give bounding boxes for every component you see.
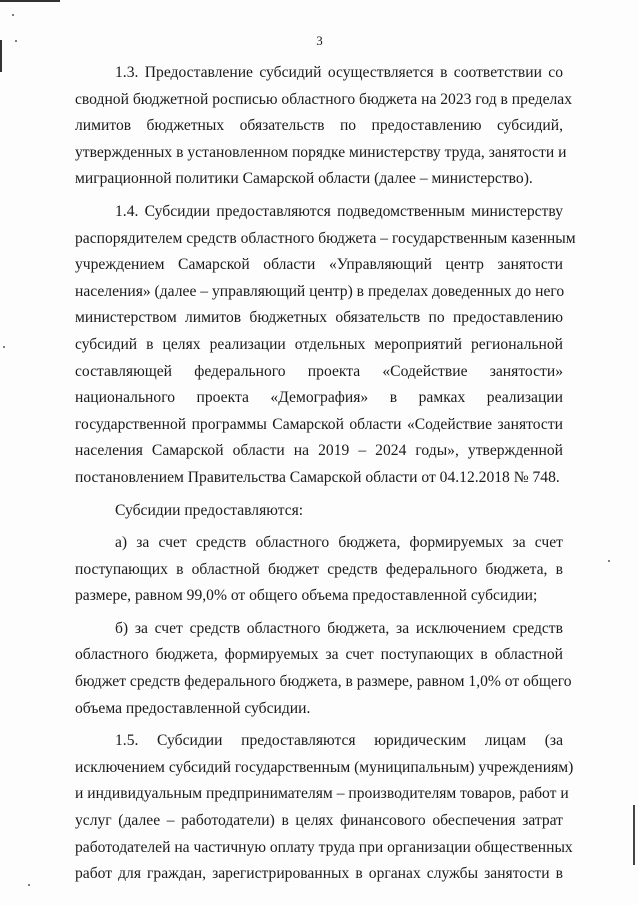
text-line: субсидий в целях реализации отдельных мероприятий региональной <box>75 335 563 353</box>
text-line: министерством лимитов бюджетных обязательств по предоставлению <box>75 309 563 327</box>
scan-dot <box>12 14 14 16</box>
text-line: населения Самарской области на 2019 – 2024 годы», утвержденной <box>75 442 563 460</box>
text-line: распорядителем средств областного бюджета – государственным казенным <box>75 229 576 247</box>
text-line: работодателей на частичную оплату труда при организации общественных <box>75 838 573 856</box>
text-line: лимитов бюджетных обязательств по предоставлению субсидий, <box>75 117 563 135</box>
text-line: государственной программы Самарской области «Содействие занятости <box>75 415 563 433</box>
paragraph-1-5 <box>75 728 574 888</box>
text-line: работ для граждан, зарегистрированных в органах службы занятости в <box>75 865 563 883</box>
scan-dot <box>28 884 30 886</box>
text-line: б) за счет средств областного бюджета, за исключением средств <box>115 619 563 637</box>
text-line: населения» (далее – управляющий центр) в пределах доведенных до него <box>75 282 565 300</box>
text-line: 1.3. Предоставление субсидий осуществляется в соответствии со <box>115 64 563 81</box>
scan-dot <box>3 346 5 348</box>
text-line: услуг (далее – работодатели) в целях финансового обеспечения затрат <box>75 812 563 830</box>
text-line: исключением субсидий государственным (муниципальным) учреждениям) <box>75 758 574 776</box>
scan-edge-mark <box>0 0 60 2</box>
page-number: 3 <box>316 33 323 48</box>
text-line: утвержденных в установленном порядке министерству труда, занятости и <box>75 143 567 161</box>
paragraph-1-4 <box>75 199 576 492</box>
text-line: 1.5. Субсидии предоставляются юридическим лицам (за <box>115 732 563 750</box>
text-line: и индивидуальным предпринимателям – производителям товаров, работ и <box>75 785 569 803</box>
document-body <box>75 60 576 888</box>
text-line: Субсидии предоставляются: <box>115 501 304 519</box>
paragraph-item-a <box>75 530 563 610</box>
text-line: размере, равном 99,0% от общего объема предоставленной субсидии; <box>75 587 538 605</box>
text-line: поступающих в областной бюджет средств федерального бюджета, в <box>75 560 563 578</box>
scan-dot <box>608 560 610 562</box>
text-line: бюджет средств федерального бюджета, в размере, равном 1,0% от общего <box>75 673 572 691</box>
text-line: составляющей федерального проекта «Содействие занятости» <box>75 362 563 380</box>
text-line: национального проекта «Демография» в рамках реализации <box>75 389 563 407</box>
text-line: областного бюджета, формируемых за счет поступающих в областной <box>75 646 563 664</box>
text-line: объема предоставленной субсидии. <box>75 699 311 717</box>
paragraph-item-b <box>75 616 572 722</box>
text-line: 1.4. Субсидии предоставляются подведомственным министерству <box>115 202 563 220</box>
text-line: учреждением Самарской области «Управляющий центр занятости <box>75 256 563 274</box>
paragraph-1-3 <box>75 60 573 193</box>
paragraph-subsidies-intro <box>75 498 563 525</box>
text-line: а) за счет средств областного бюджета, формируемых за счет <box>115 534 563 552</box>
text-line: постановлением Правительства Самарской области от 04.12.2018 № 748. <box>75 468 560 486</box>
text-line: сводной бюджетной росписью областного бюджета на 2023 год в пределах <box>75 90 573 108</box>
scan-edge-mark <box>633 805 635 865</box>
text-line: миграционной политики Самарской области (далее – министерство). <box>75 170 533 188</box>
